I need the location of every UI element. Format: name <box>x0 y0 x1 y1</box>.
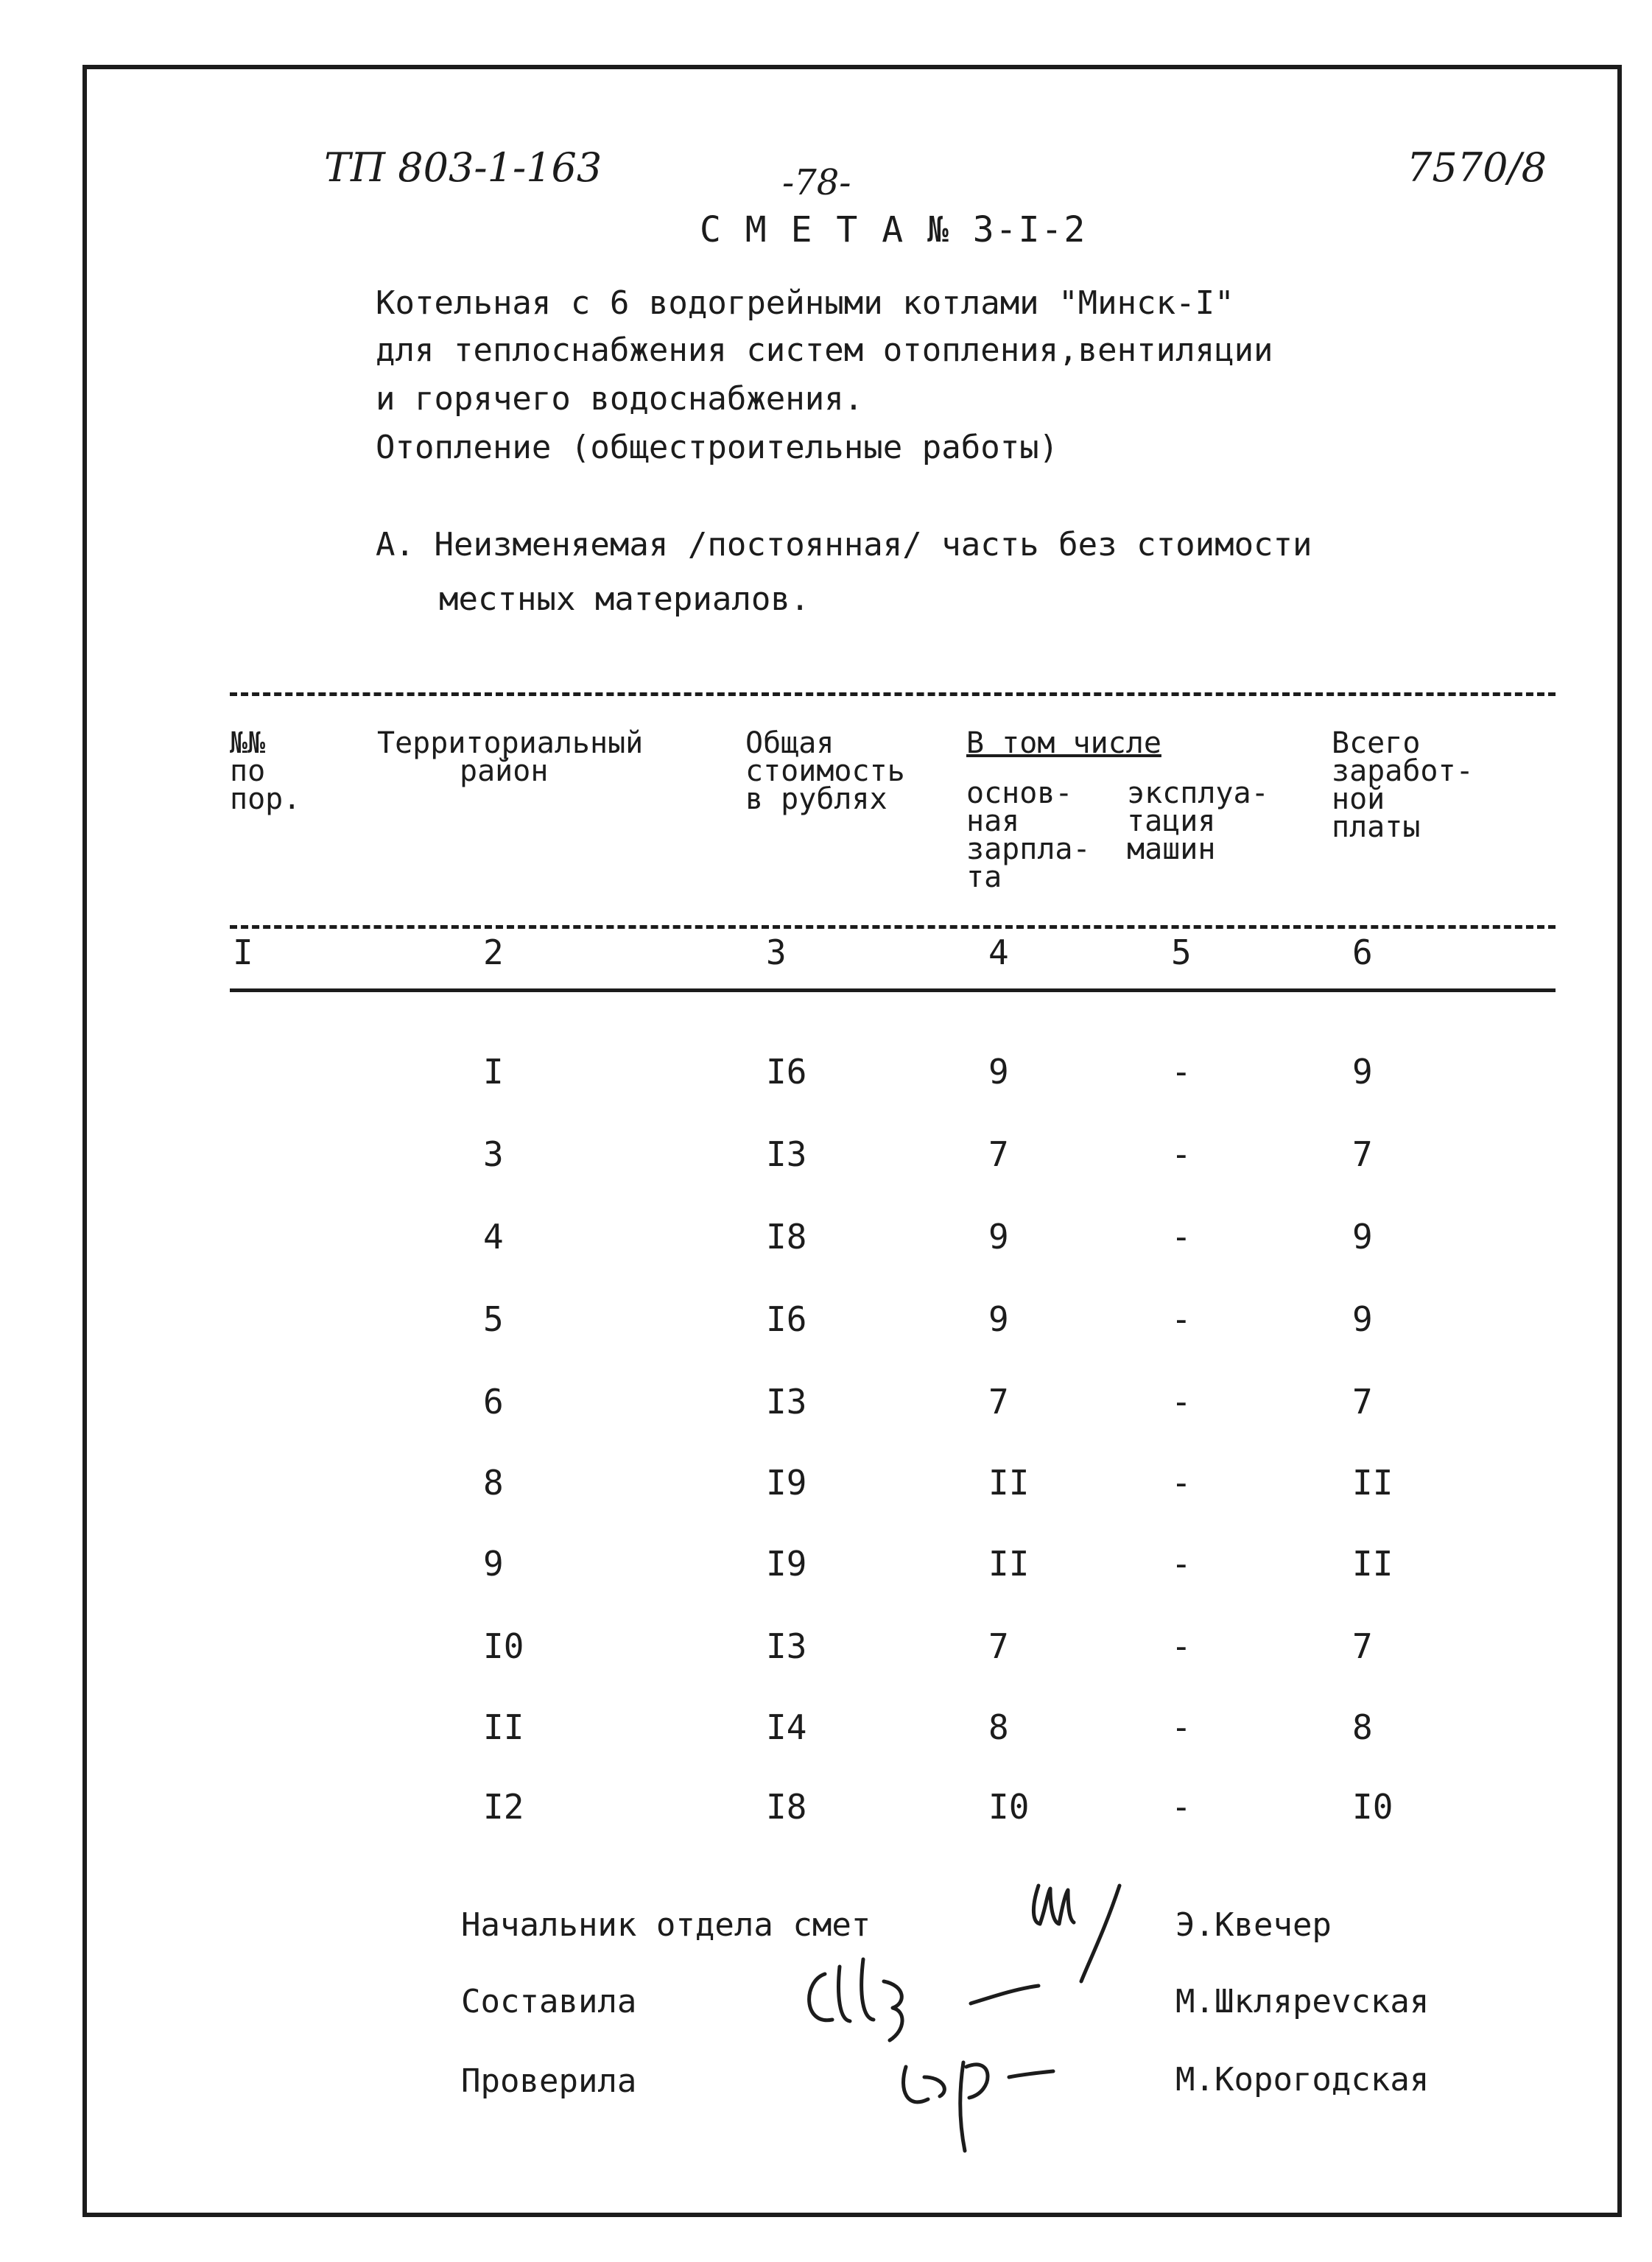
table-cell-wage: 7 <box>988 1626 1009 1666</box>
table-cell-total-wage: 8 <box>1352 1707 1373 1747</box>
table-cell-machines: - <box>1171 1134 1192 1174</box>
table-cell-total: I6 <box>766 1299 807 1339</box>
table-cell-machines: - <box>1171 1544 1192 1584</box>
table-cell-region: 8 <box>483 1463 504 1503</box>
table-cell-total-wage: 7 <box>1352 1382 1373 1422</box>
description-line-4: Отопление (общестроительные работы) <box>376 429 1059 466</box>
table-cell-total: I8 <box>766 1217 807 1257</box>
column-number-1: I <box>233 932 253 972</box>
description-line-2: для теплоснабжения систем отопления,вентиляции <box>376 331 1273 369</box>
header-col1: №№ по пор. <box>230 726 301 816</box>
handwritten-signatures <box>795 1856 1178 2188</box>
table-top-rule <box>230 692 1556 696</box>
table-cell-total-wage: I0 <box>1352 1787 1393 1827</box>
table-cell-wage: 7 <box>988 1382 1009 1422</box>
header-bottom-rule <box>230 925 1556 929</box>
table-cell-machines: - <box>1171 1463 1192 1503</box>
column-number-2: 2 <box>483 932 504 972</box>
table-cell-total-wage: II <box>1352 1544 1393 1584</box>
table-cell-machines: - <box>1171 1707 1192 1747</box>
table-cell-total-wage: 9 <box>1352 1052 1373 1092</box>
archive-number: 7570/8 <box>1407 144 1547 191</box>
signature-role-1: Начальник отдела смет <box>461 1906 871 1944</box>
table-cell-region: 6 <box>483 1382 504 1422</box>
table-cell-total: I3 <box>766 1134 807 1174</box>
table-cell-machines: - <box>1171 1382 1192 1422</box>
table-cell-total: I3 <box>766 1626 807 1666</box>
table-cell-machines: - <box>1171 1626 1192 1666</box>
column-number-4: 4 <box>988 932 1009 972</box>
page-number: -78- <box>782 162 851 203</box>
table-cell-machines: - <box>1171 1052 1192 1092</box>
header-col6: Всего заработ- ной платы <box>1332 726 1474 844</box>
signature-role-3: Проверила <box>461 2062 637 2100</box>
section-line-1: А. Неизменяемая /постоянная/ часть без стоимости <box>376 526 1312 563</box>
table-cell-wage: 9 <box>988 1052 1009 1092</box>
table-cell-region: I <box>483 1052 504 1092</box>
table-cell-region: I0 <box>483 1626 524 1666</box>
table-cell-total: I9 <box>766 1463 807 1503</box>
table-cell-region: 9 <box>483 1544 504 1584</box>
column-number-3: 3 <box>766 932 787 972</box>
table-cell-machines: - <box>1171 1299 1192 1339</box>
header-group: В том числе <box>966 726 1161 760</box>
column-number-6: 6 <box>1352 932 1373 972</box>
signature-name-1: Э.Квечер <box>1175 1906 1332 1944</box>
column-number-5: 5 <box>1171 932 1192 972</box>
table-cell-total-wage: II <box>1352 1463 1393 1503</box>
table-cell-wage: II <box>988 1463 1030 1503</box>
document-title: С М Е Т А № 3-I-2 <box>700 209 1087 250</box>
table-cell-total-wage: 7 <box>1352 1134 1373 1174</box>
table-cell-machines: - <box>1171 1787 1192 1827</box>
signature-role-2: Составила <box>461 1983 637 2020</box>
project-code: ТП 803-1-163 <box>324 144 602 191</box>
table-cell-total: I8 <box>766 1787 807 1827</box>
table-cell-machines: - <box>1171 1217 1192 1257</box>
table-cell-total: I4 <box>766 1707 807 1747</box>
table-cell-total-wage: 7 <box>1352 1626 1373 1666</box>
header-col2: Территориальный район <box>377 726 644 788</box>
table-cell-region: 4 <box>483 1217 504 1257</box>
table-cell-total: I9 <box>766 1544 807 1584</box>
table-cell-region: I2 <box>483 1787 524 1827</box>
header-col4: основ- ная зарпла- та <box>966 776 1091 894</box>
description-line-1: Котельная с 6 водогрейными котлами "Минск-I" <box>376 284 1234 322</box>
table-cell-wage: 7 <box>988 1134 1009 1174</box>
table-cell-region: II <box>483 1707 524 1747</box>
header-col5: эксплуа- тация машин <box>1127 776 1269 866</box>
table-cell-wage: 9 <box>988 1299 1009 1339</box>
table-cell-total-wage: 9 <box>1352 1217 1373 1257</box>
description-line-3: и горячего водоснабжения. <box>376 380 864 418</box>
table-cell-total: I3 <box>766 1382 807 1422</box>
table-cell-wage: I0 <box>988 1787 1030 1827</box>
table-cell-total: I6 <box>766 1052 807 1092</box>
section-line-2: местных материалов. <box>439 580 810 618</box>
signature-name-2: М.Шклярevская <box>1175 1983 1430 2020</box>
table-cell-region: 5 <box>483 1299 504 1339</box>
table-cell-total-wage: 9 <box>1352 1299 1373 1339</box>
table-cell-wage: 8 <box>988 1707 1009 1747</box>
column-numbers-rule <box>230 988 1556 992</box>
signature-name-3: М.Корогодская <box>1175 2061 1430 2098</box>
header-col3: Общая стоимость в рублях <box>745 726 905 816</box>
table-cell-wage: 9 <box>988 1217 1009 1257</box>
table-cell-region: 3 <box>483 1134 504 1174</box>
table-cell-wage: II <box>988 1544 1030 1584</box>
